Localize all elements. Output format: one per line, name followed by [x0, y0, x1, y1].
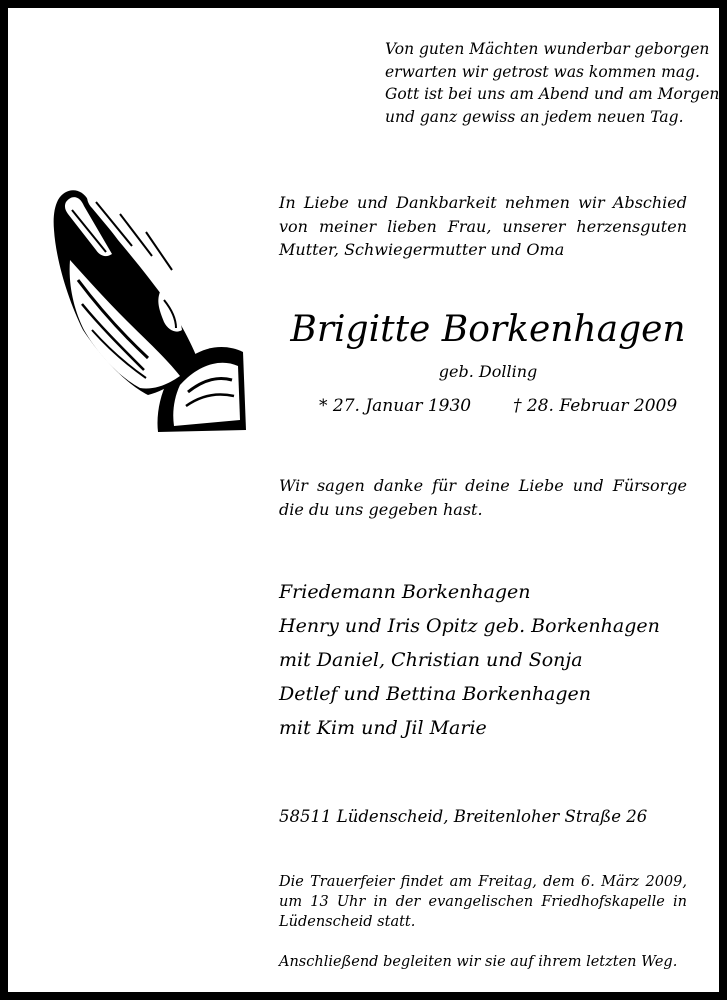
- ceremony-text: Die Trauerfeier findet am Freitag, dem 6. März 2009, um 13 Uhr in der evangelischen Friedhofskapelle in Lüdenscheid statt.: [279, 874, 687, 930]
- poem-line: erwarten wir getrost was kommen mag.: [385, 62, 700, 81]
- thanks-text: Wir sagen danke für deine Liebe und Fürsorge die du uns gegeben hast.: [279, 476, 687, 519]
- praying-hands-icon: [48, 180, 248, 432]
- poem: [385, 38, 720, 128]
- family-line: Friedemann Borkenhagen: [279, 581, 531, 603]
- family-line: Detlef und Bettina Borkenhagen: [279, 683, 592, 705]
- family-line: Henry und Iris Opitz geb. Borkenhagen: [279, 615, 660, 637]
- family-line: mit Kim und Jil Marie: [279, 717, 487, 739]
- deceased-name: Brigitte Borkenhagen: [290, 309, 686, 350]
- poem-line: Gott ist bei uns am Abend und am Morgen: [385, 85, 720, 103]
- family-list: [279, 575, 699, 745]
- address: 58511 Lüdenscheid, Breitenloher Straße 26: [279, 807, 648, 826]
- maiden-name: geb. Dolling: [438, 362, 538, 381]
- family-line: mit Daniel, Christian und Sonja: [279, 649, 583, 671]
- poem-line: Von guten Mächten wunderbar geborgen: [385, 40, 710, 58]
- intro-text: In Liebe und Dankbarkeit nehmen wir Abschied von meiner lieben Frau, unserer herzensguten Mutter, Schwiegermutter und Oma: [279, 193, 687, 259]
- poem-line: und ganz gewiss an jedem neuen Tag.: [385, 107, 684, 126]
- closing-text: Anschließend begleiten wir sie auf ihrem letzten Weg.: [279, 954, 678, 970]
- birth-date: * 27. Januar 1930: [319, 396, 472, 416]
- death-date: † 28. Februar 2009: [513, 396, 678, 416]
